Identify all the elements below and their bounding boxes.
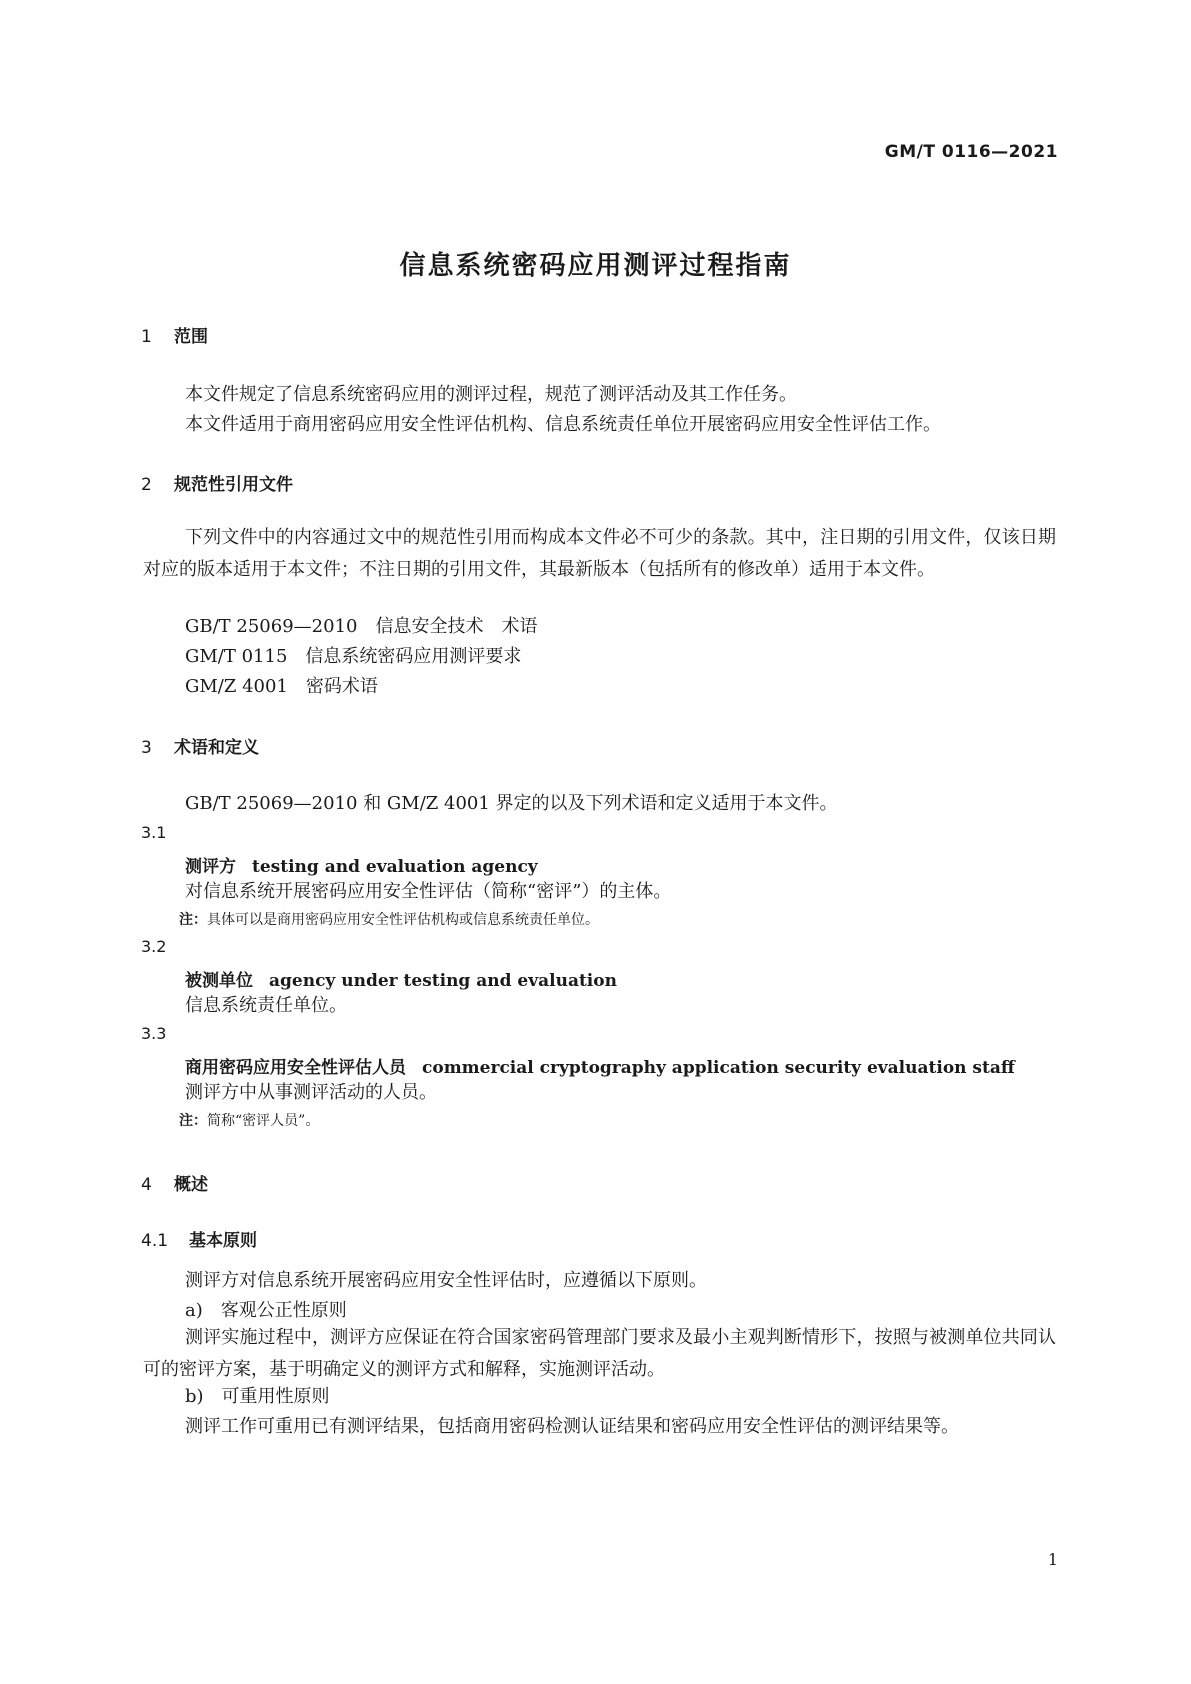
term-number: 3.2 <box>141 937 167 956</box>
section-title: 概述 <box>174 1175 208 1195</box>
term-number: 3.1 <box>141 823 167 842</box>
note-label: 注： <box>179 912 207 928</box>
note-text: 具体可以是商用密码应用安全性评估机构或信息系统责任单位。 <box>207 912 599 928</box>
section-4-heading <box>141 1170 208 1195</box>
term-heading <box>185 966 617 991</box>
term-number: 3.3 <box>141 1024 167 1043</box>
reference-item: GM/T 0115 信息系统密码应用测评要求 <box>185 646 522 667</box>
reference-item: GB/T 25069—2010 信息安全技术 术语 <box>185 616 538 637</box>
note <box>179 909 599 929</box>
subsection-number: 4.1 <box>141 1231 169 1251</box>
section-3-heading <box>141 733 259 758</box>
section-number: 4 <box>141 1175 152 1195</box>
paragraph: 本文件适用于商用密码应用安全性评估机构、信息系统责任单位开展密码应用安全性评估工作。 <box>185 414 941 435</box>
term-heading <box>185 1053 1015 1078</box>
term-zh: 商用密码应用安全性评估人员 <box>185 1058 406 1078</box>
section-2-heading <box>141 470 293 495</box>
subsection-4-1-heading <box>141 1226 257 1251</box>
section-number: 3 <box>141 738 152 758</box>
reference-item: GM/Z 4001 密码术语 <box>185 676 378 697</box>
list-item: a) 客观公正性原则 <box>185 1300 347 1321</box>
paragraph: GB/T 25069—2010 和 GM/Z 4001 界定的以及下列术语和定义适用于本文件。 <box>185 793 838 814</box>
section-number: 2 <box>141 475 152 495</box>
term-zh: 测评方 <box>185 857 236 877</box>
section-title: 规范性引用文件 <box>174 475 293 495</box>
note-label: 注： <box>179 1113 207 1129</box>
list-item: b) 可重用性原则 <box>185 1386 330 1407</box>
section-1-heading <box>141 322 208 347</box>
paragraph: 测评实施过程中，测评方应保证在符合国家密码管理部门要求及最小主观判断情形下，按照与被测单位共同认可的密评方案，基于明确定义的测评方式和解释，实施测评活动。 <box>143 1327 1056 1380</box>
term-definition: 对信息系统开展密码应用安全性评估（简称“密评”）的主体。 <box>185 881 672 902</box>
section-number: 1 <box>141 327 152 347</box>
standard-code: GM/T 0116—2021 <box>884 142 1058 162</box>
term-definition: 测评方中从事测评活动的人员。 <box>185 1082 437 1103</box>
term-heading <box>185 852 538 877</box>
page-number: 1 <box>1047 1550 1058 1569</box>
section-title: 术语和定义 <box>174 738 259 758</box>
subsection-title: 基本原则 <box>189 1231 257 1251</box>
paragraph: 下列文件中的内容通过文中的规范性引用而构成本文件必不可少的条款。其中，注日期的引用文件，仅该日期对应的版本适用于本文件；不注日期的引用文件，其最新版本（包括所有的修改单）适用于本文件。 <box>143 527 1056 580</box>
section-title: 范围 <box>174 327 208 347</box>
document-title: 信息系统密码应用测评过程指南 <box>399 251 792 281</box>
term-en: commercial cryptography application security evaluation staff <box>422 1058 1015 1078</box>
note <box>179 1110 319 1130</box>
note-text: 简称“密评人员”。 <box>207 1113 320 1129</box>
term-en: agency under testing and evaluation <box>269 971 617 991</box>
term-definition: 信息系统责任单位。 <box>185 995 347 1016</box>
term-zh: 被测单位 <box>185 971 253 991</box>
term-en: testing and evaluation agency <box>252 857 538 877</box>
paragraph: 测评工作可重用已有测评结果，包括商用密码检测认证结果和密码应用安全性评估的测评结果等。 <box>185 1416 959 1437</box>
paragraph: 测评方对信息系统开展密码应用安全性评估时，应遵循以下原则。 <box>185 1270 707 1291</box>
paragraph: 本文件规定了信息系统密码应用的测评过程，规范了测评活动及其工作任务。 <box>185 384 797 405</box>
